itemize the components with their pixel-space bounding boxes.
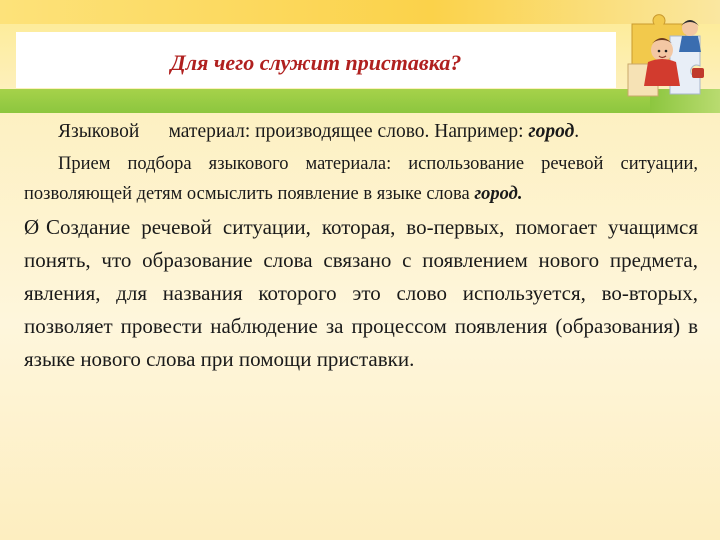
period: . (574, 121, 580, 142)
arrow-bullet-icon: Ø (24, 215, 40, 239)
lead-word: Языковой (58, 121, 140, 142)
bullet-text: Создание речевой ситуации, которая, во-первых, помогает учащимся понять, что образование слова связано с появлением нового предмета, явления, для названия которого это слово используется, во-вторых, позволяет провести наблюдение за процессом появления (образования) в языке нового слова при помощи приставки. (24, 215, 698, 371)
paragraph-material-text: материал: производящее слово. Например: (168, 121, 524, 142)
content-body (24, 117, 698, 376)
slide-title: Для чего служит приставка? (170, 50, 462, 75)
example-word-2: город. (474, 184, 523, 204)
top-decor-band (0, 0, 720, 24)
example-word: город (528, 121, 575, 142)
green-divider-band (0, 89, 720, 113)
paragraph-method-text: Прием подбора языкового материала: использование речевой ситуации, позволяющей детям осмыслить появление в языке слова (24, 154, 698, 204)
title-bar (16, 32, 616, 88)
paragraph-material (24, 117, 698, 147)
puzzle-children-illustration (622, 6, 712, 104)
paragraph-method (24, 149, 698, 209)
bullet-item (24, 211, 698, 376)
